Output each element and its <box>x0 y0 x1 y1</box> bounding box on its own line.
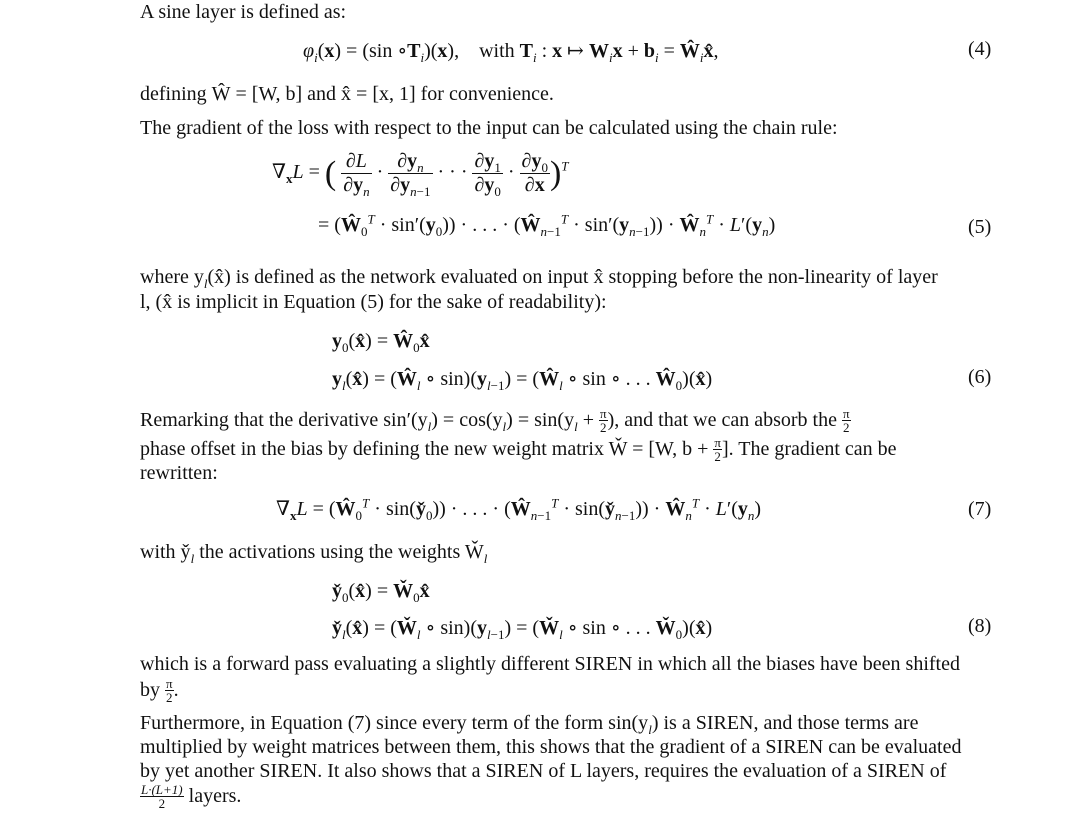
where-text-line-2: l, (x̂ is implicit in Equation (5) for the sake of readability): <box>140 291 607 313</box>
further-line-1: Furthermore, in Equation (7) since every term of the form $\sin(y_l)$ is a SIREN, and those terms are <box>140 712 919 737</box>
with-text: with $y̌_l$ the activations using the weights $W̌_l$ <box>140 541 488 566</box>
further-line-4: $\frac{L\cdot(L+1)}{2}$ layers. <box>141 782 242 811</box>
equation-8-line-2: $y̌_l(x̂)$ = ($W̌_l$ ∘ $\sin)(y_{l-1})$ = ($W̌_l$ ∘ sin ∘ . . . $W̌_0)(x̂)$ <box>332 617 713 642</box>
equation-7: $\nabla_xL$ = ($Ŵ_0^T$ · $\sin(y̌_0)$) · . . . · ($Ŵ_{n-1}^T$ · $\sin(y̌_{n-1})$) · $Ŵ_n^T \cdot L'(y_n)$ <box>276 495 762 523</box>
equation-number-4: (4) <box>968 38 992 60</box>
forward-line-1: which is a forward pass evaluating a slightly different SIREN in which all the biases have been shifted <box>140 653 960 675</box>
remark-line-2: phase offset in the bias by defining the new weight matrix W̌ = [W, b + $\frac{\pi}{2}$ ]. The gradient can be <box>140 435 897 464</box>
intro-text: A sine layer is defined as: <box>140 1 347 23</box>
equation-number-6: (6) <box>968 366 992 388</box>
equation-6-line-2: $y_l(x̂)$ = ($Ŵ_l$ ∘ $\sin)(y_{l-1})$ = ($Ŵ_l$ ∘ sin ∘ . . . $Ŵ_0)(x̂)$ <box>332 368 713 393</box>
further-line-2: multiplied by weight matrices between them, this shows that the gradient of a SIREN can be evaluated <box>140 736 962 758</box>
where-text-line-1: where $y_l(x̂)$ is defined as the network evaluated on input x̂ stopping before the non-linearity of layer <box>140 266 938 291</box>
gradient-intro-text: The gradient of the loss with respect to the input can be calculated using the chain rule: <box>140 117 838 139</box>
further-line-3: by yet another SIREN. It also shows that a SIREN of L layers, requires the evaluation of a SIREN of <box>140 760 947 782</box>
equation-8-line-1: $y̌_0(x̂)$ = $W̌_0x̂$ <box>332 580 430 605</box>
remark-line-1: Remarking that the derivative $\sin'(y_l) = \cos(y_l) = \sin(y_l$ + $\frac{\pi}{2}$ ), and that we can absorb the $\frac{\pi}{2}$ <box>140 406 850 435</box>
remark-line-3: rewritten: <box>140 462 218 484</box>
forward-line-2: by $\frac{\pi}{2}$ . <box>140 676 179 705</box>
equation-number-8: (8) <box>968 615 992 637</box>
equation-6-line-1: $y_0(x̂)$ = $Ŵ_0x̂$ <box>332 330 430 355</box>
equation-4: $\varphi_i(x) = (\sin$ $\circ T_i)(x)$, with $T_i$ : x ↦ $W_ix + b_i$ = $Ŵ_ix̂$, <box>303 40 719 65</box>
equation-number-7: (7) <box>968 498 992 520</box>
equation-number-5: (5) <box>968 216 992 238</box>
equation-5-line-2: = $(Ŵ_0^T \cdot \sin'(y_0))$ · . . . · $(Ŵ_{n-1}^T \cdot \sin'(y_{n-1}))$ · $Ŵ_n^T \cdot L'(y_n)$ <box>318 211 776 239</box>
defining-text: defining Ŵ = [W, b] and x̂ = [x, 1] for convenience. <box>140 83 554 105</box>
equation-5-line-1: $\nabla_xL$ = ( $\frac{\partial L}{\partial y_n}$ · $\frac{\partial y_n}{\partial y_{n-1}}$ · · · $\frac{\partial y_1}{\partial y_0}$ · $\frac{\partial y_0}{\partial x}$ )$^T$ <box>272 150 569 199</box>
